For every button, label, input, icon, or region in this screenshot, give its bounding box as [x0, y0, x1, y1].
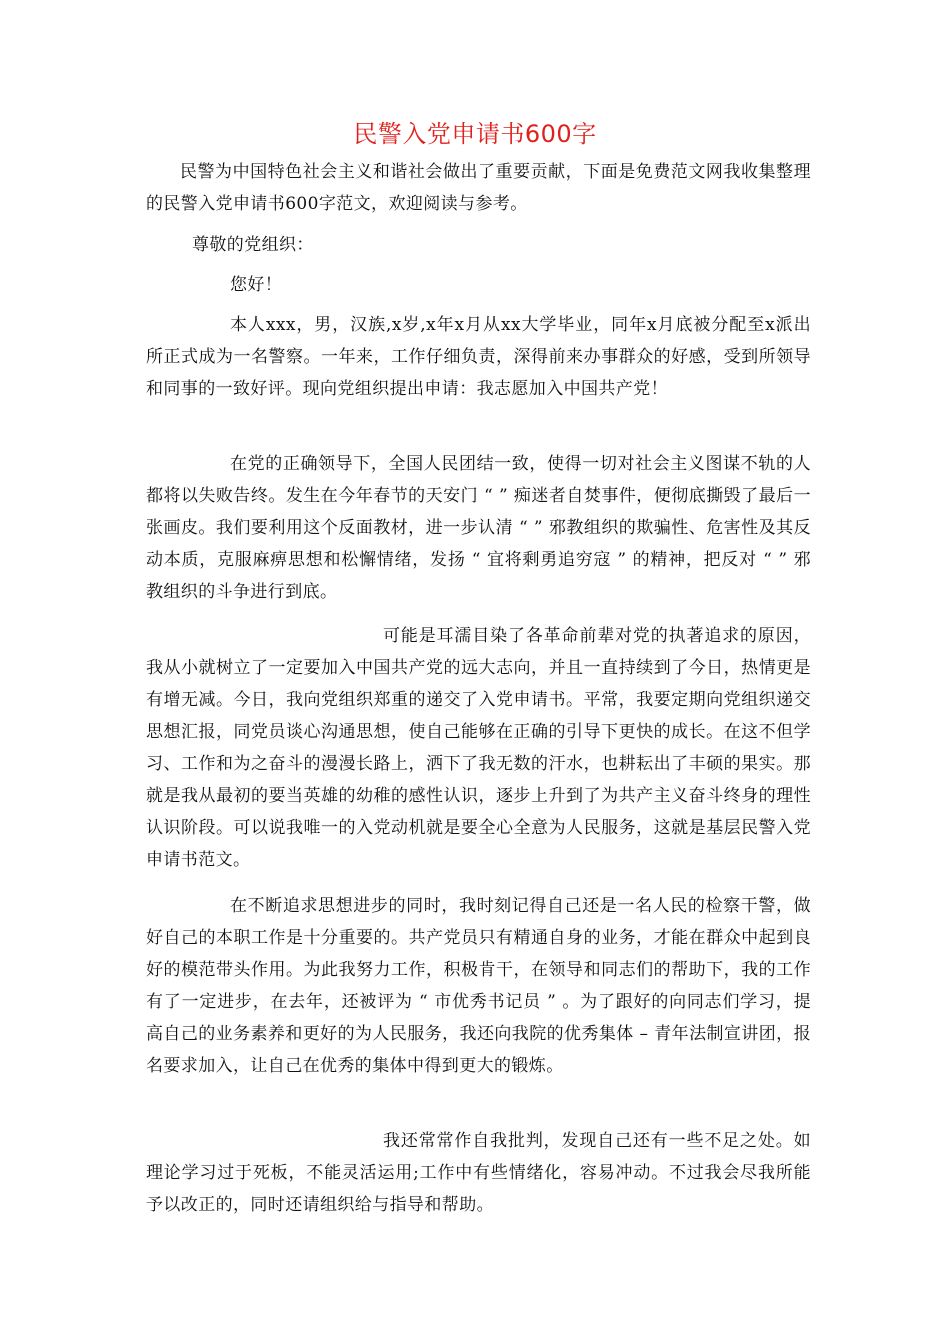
- body-paragraph: 在党的正确领导下，全国人民团结一致，使得一切对社会主义图谋不轨的人都将以失败告终。发生在今年春节的天安门 “ ” 痴迷者自焚事件，便彻底撕毁了最后一张画皮。我们要利用这个反面教材，进一步认清 “ ” 邪教组织的欺骗性、危害性及其反动本质，克服麻痹思想和松懈情绪，发扬 “ 宜将剩勇追穷寇 ” 的精神，把反对 “ ” 邪教组织的斗争进行到底。: [146, 454, 811, 602]
- intro-paragraph: 民警为中国特色社会主义和谐社会做出了重要贡献，下面是免费范文网我收集整理的民警入党申请书600字范文，欢迎阅读与参考。: [146, 162, 811, 214]
- body-paragraph: 可能是耳濡目染了各革命前辈对党的执著追求的原因，我从小就树立了一定要加入中国共产党的远大志向，并且一直持续到了今日，热情更是有增无减。今日，我向党组织郑重的递交了入党申请书。平常，我要定期向党组织递交思想汇报，同党员谈心沟通思想，使自己能够在正确的引导下更快的成长。在这不但学习、工作和为之奋斗的漫漫长路上，洒下了我无数的汗水，也耕耘出了丰硕的果实。那就是我从最初的要当英雄的幼稚的感性认识，逐步上升到了为共产主义奋斗终身的理性认识阶段。可以说我唯一的入党动机就是要全心全意为人民服务，这就是基层民警入党申请书范文。: [146, 626, 811, 870]
- body-paragraph: 本人xxx，男，汉族,x岁,x年x月从xx大学毕业，同年x月底被分配至x派出所正式成为一名警察。一年来，工作仔细负责，深得前来办事群众的好感，受到所领导和同事的一致好评。现向党组织提出申请：我志愿加入中国共产党！: [146, 315, 811, 399]
- document-title: 民警入党申请书600字: [353, 120, 597, 148]
- body-paragraph: 我还常常作自我批判，发现自己还有一些不足之处。如理论学习过于死板，不能灵活运用;工作中有些情绪化，容易冲动。不过我会尽我所能予以改正的，同时还请组织给与指导和帮助。: [146, 1131, 811, 1215]
- salutation: 尊敬的党组织：: [192, 235, 314, 255]
- body-paragraph: 在不断追求思想进步的同时，我时刻记得自己还是一名人民的检察干警，做好自己的本职工作是十分重要的。共产党员只有精通自身的业务，才能在群众中起到良好的模范带头作用。为此我努力工作，积极肯干，在领导和同志们的帮助下，我的工作有了一定进步，在去年，还被评为 “ 市优秀书记员 ” 。为了跟好的向同志们学习，提高自己的业务素养和更好的为人民服务，我还向我院的优秀集体 – 青年法制宣讲团，报名要求加入，让自己在优秀的集体中得到更大的锻炼。: [146, 896, 811, 1076]
- greeting: 您好！: [230, 275, 283, 295]
